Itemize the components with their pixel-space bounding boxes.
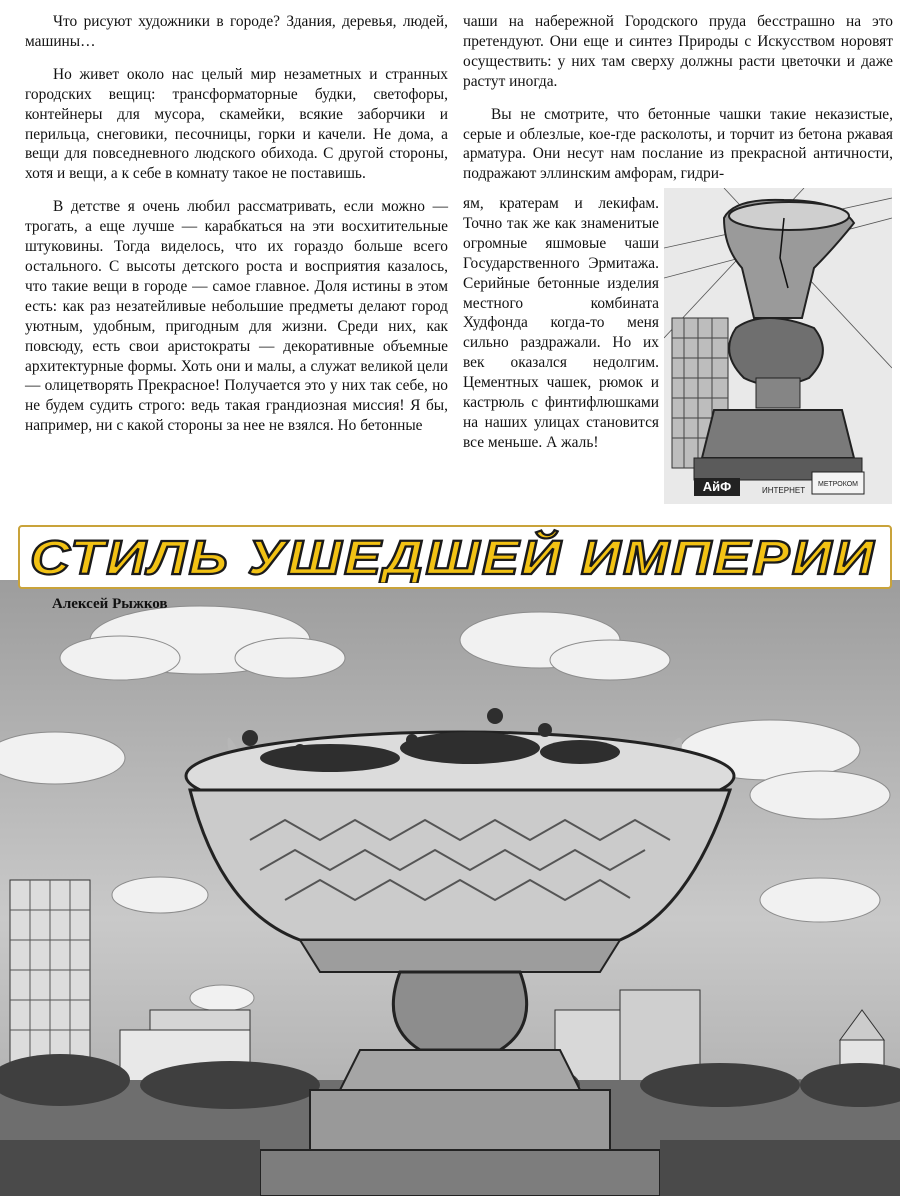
paragraph: Что рисуют художники в городе? Здания, деревья, людей, машины… (25, 13, 448, 50)
paragraph: ям, кратерам и лекифам. Точно так же как знаменитые огромные яшмовые чаши Государственного Эрмитажа. Серийные бетонные изделия местного комбината Худфонда когда-то меня сильно раздражали. Но их век оказался недолгим. Цементных чашек, рюмок и кастрюль с финтифлюшками на наших улицах становится все меньше. А жаль! (463, 195, 659, 451)
article-column-right (463, 12, 893, 197)
headline-art (20, 527, 886, 583)
sign-internet: ИНТЕРНЕТ (762, 486, 806, 495)
paragraph: В детстве я очень любил рассматривать, если можно — трогать, а еще лучше — карабкаться на эти восхитительные штуковины. Тогда виделось, что их гораздо больше всего остального. С высоты детского роста и восприятия казалось, что такие вещи в городе — самое главное. Доля истины в этом есть: как раз незатейливые небольшие предметы делают город уютным, удобным, пригодным для жизни. Среди них, как повсюду, есть свои аристократы — декоративные объемные архитектурные формы. Хоть они и малы, а служат великой цели — олицетворять Прекрасное! Получается это у них так себе, но не будем судить строго: ведь такая грандиозная миссия! Я бы, например, ни с какой стороны за нее не взялся. Но бетонные (25, 198, 448, 435)
embankment-right (660, 1140, 900, 1196)
sign-metrocom: МЕТРОКОМ (817, 481, 859, 488)
paragraph: Вы не смотрите, что бетонные чашки такие неказистые, серые и облезлые, кое-где расколоты, и торчит из бетона ржавая арматура. Они несут нам послание из прекрасной античности, подражают эллинским амфорам, гидри- (463, 105, 893, 183)
wrapped-text-column (463, 194, 659, 453)
sign-aif: АйФ (702, 479, 732, 494)
headline-banner (18, 525, 892, 589)
headline-text: СТИЛЬ УШЕДШЕЙ ИМПЕРИИ (30, 532, 765, 583)
author-byline: Алексей Рыжков (52, 596, 168, 612)
vase-sketch-illustration (664, 188, 892, 504)
paragraph: чаши на набережной Городского пруда бесстрашно на это претендуют. Они еще и синтез Природы с Искусством норовят осуществить: у них там сверху должны расти цветочки и даже растут иногда. (463, 13, 893, 90)
fountain-vase-illustration (0, 580, 900, 1196)
embankment (0, 1140, 260, 1196)
paragraph: Но живет около нас целый мир незаметных и странных городских вещиц: трансформаторные будки, светофоры, контейнеры для мусора, скамейки, всякие заборчики и перильца, снеговики, песочницы, горки и качели. Не дома, а вещи для повседневного людского обихода. С другой стороны, хотя и вещи, а к себе в комнату такое не поставишь. (25, 65, 448, 183)
article-column-left (25, 12, 448, 449)
